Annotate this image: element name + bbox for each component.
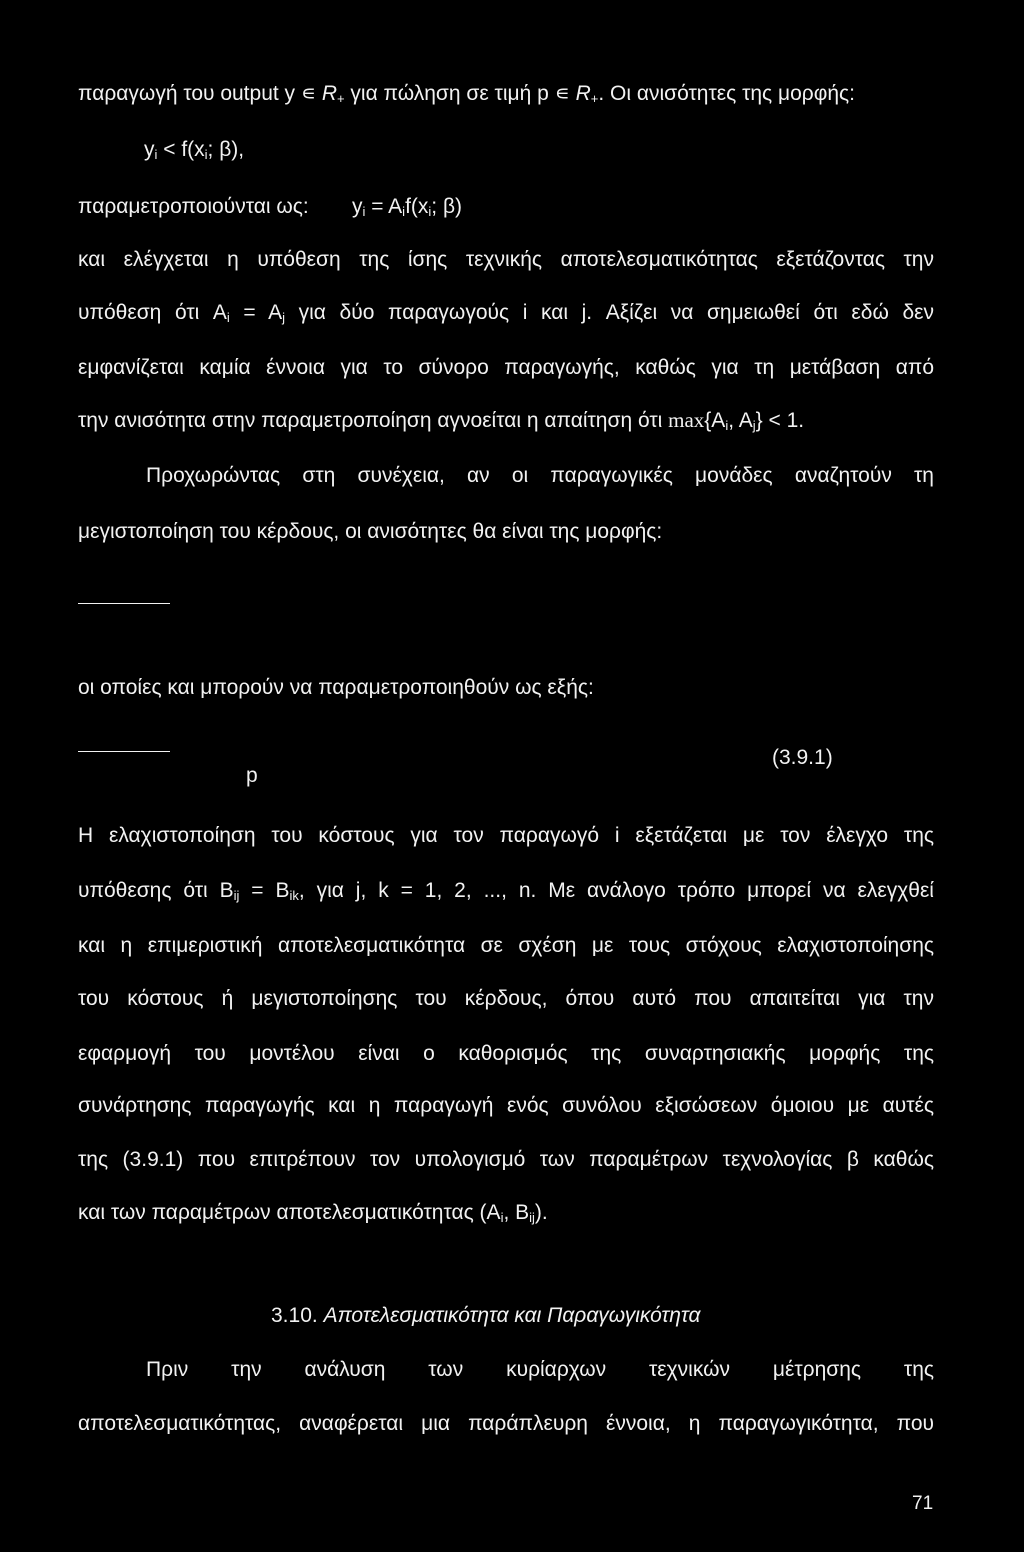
text-line-12: υπόθεσης ότι $B_{ij} = B_{ik}$, για j, k = 1, 2, ..., n. Με ανάλογο τρόπο μπορεί να ελεγχθεί: [78, 879, 934, 903]
equation-number: (3.9.1): [772, 746, 833, 769]
text-line-16: συνάρτησης παραγωγής και η παραγωγή ενός συνόλου εξισώσεων όμοιου με αυτές: [78, 1094, 934, 1117]
text-line-10: οι οποίες και μπορούν να παραμετροποιηθούν ως εξής:: [78, 676, 594, 699]
text-line-6: εμφανίζεται καμία έννοια για το σύνορο παραγωγής, καθώς για τη μετάβαση από: [78, 356, 934, 379]
text-line-1: παραγωγή του output y ∊ $R_+$ για πώληση σε τιμή p ∊ $R_+$. Οι ανισότητες της μορφής:: [78, 82, 855, 106]
element-of-symbol: ∊: [554, 82, 576, 105]
text-line-20: αποτελεσματικότητας, αναφέρεται μια παράπλευρη έννοια, η παραγωγικότητα, που: [78, 1412, 934, 1435]
page-number: 71: [912, 1493, 934, 1514]
equation-symbol-p: p: [246, 764, 258, 787]
text-line-5: υπόθεση ότι $A_i = A_j$ για δύο παραγωγούς i και j. Αξίζει να σημειωθεί ότι εδώ δεν: [78, 301, 934, 325]
text-line-14: του κόστους ή μεγιστοποίησης του κέρδους, όπου αυτό που απαιτείται για την: [78, 987, 934, 1010]
text-line-17: της (3.9.1) που επιτρέπουν τον υπολογισμό των παραμέτρων τεχνολογίας β καθώς: [78, 1148, 934, 1171]
text-line-15: εφαρμογή του μοντέλου είναι ο καθορισμός της συναρτησιακής μορφής της: [78, 1042, 934, 1065]
text-line-7: την ανισότητα στην παραμετροποίηση αγνοείται η απαίτηση ότι $\max\{A_i$, $A_j\} < 1$.: [78, 408, 805, 433]
omitted-formula-rule: [78, 603, 170, 604]
section-number: 3.10.: [271, 1304, 318, 1327]
text-line-11: Η ελαχιστοποίηση του κόστους για τον παραγωγό i εξετάζεται με τον έλεγχο της: [78, 824, 934, 847]
text-line-8: Προχωρώντας στη συνέχεια, αν οι παραγωγικές μονάδες αναζητούν τη: [146, 464, 934, 487]
omitted-formula-rule: [78, 751, 170, 752]
section-title: Αποτελεσματικότητα και Παραγωγικότητα: [323, 1304, 701, 1327]
text-line-9: μεγιστοποίηση του κέρδους, οι ανισότητες θα είναι της μορφής:: [78, 520, 663, 543]
text-line-19: Πριν την ανάλυση των κυρίαρχων τεχνικών μέτρησης της: [146, 1358, 934, 1381]
formula-parametrization: $y_i = A_if(x_i$; β): [352, 195, 463, 219]
text-line-18: και των παραμέτρων αποτελεσματικότητας ($A_i$, $B_{ij}$).: [78, 1201, 548, 1225]
text-line-4: και ελέγχεται η υπόθεση της ίσης τεχνικής αποτελεσματικότητας εξετάζοντας την: [78, 248, 934, 271]
element-of-symbol: ∊: [300, 82, 322, 105]
formula-inequality: $y_i < f(x_i$; β),: [144, 138, 245, 162]
section-heading: [271, 1302, 700, 1330]
text-line-3: παραμετροποιούνται ως:: [78, 195, 309, 218]
text-line-13: και η επιμεριστική αποτελεσματικότητα σε σχέση με τους στόχους ελαχιστοποίησης: [78, 934, 934, 957]
